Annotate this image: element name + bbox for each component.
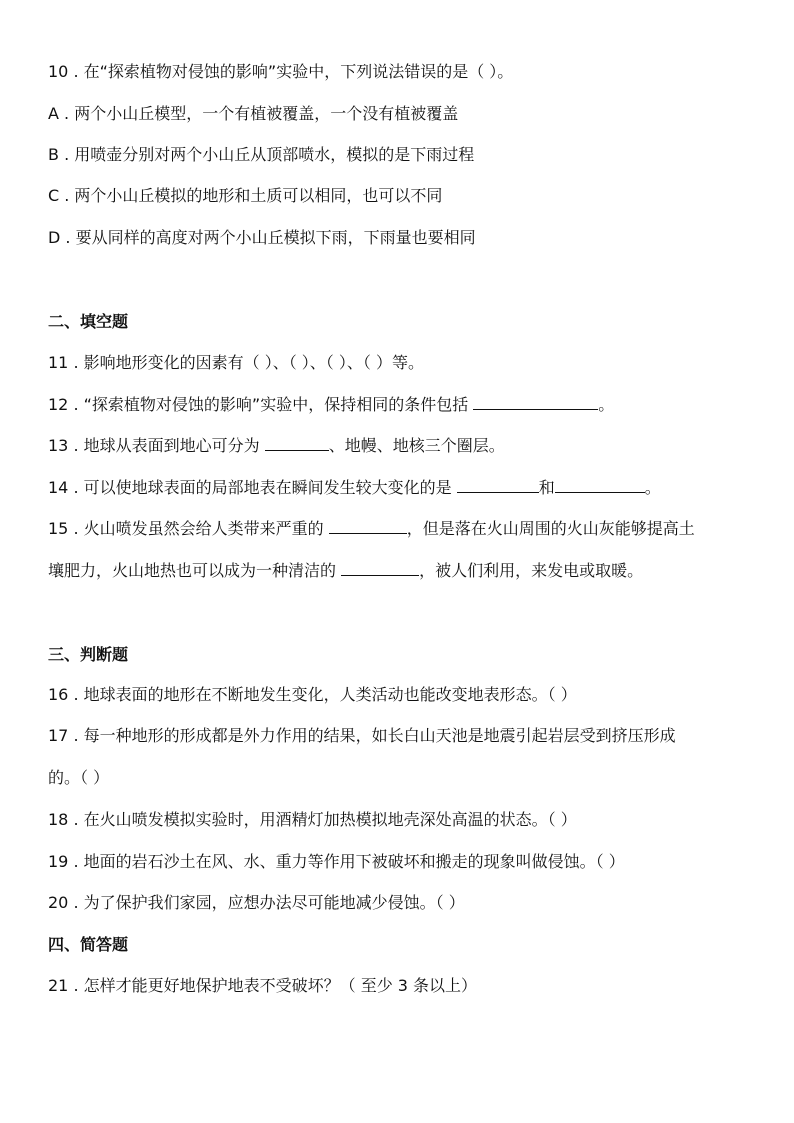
question-15-text: 15 . 火山喷发虽然会给人类带来严重的 bbox=[48, 519, 324, 538]
answer-blank[interactable] bbox=[457, 478, 539, 493]
question-17-line-1: 17 . 每一种地形的形成都是外力作用的结果，如长白山天池是地震引起岩层受到挤压形成 bbox=[48, 726, 676, 745]
question-13-text: 13 . 地球从表面到地心可分为 bbox=[48, 436, 260, 455]
question-11: 11 . 影响地形变化的因素有（ ）、（ ）、（ ）、（ ）等。 bbox=[48, 353, 424, 372]
question-12 bbox=[48, 395, 614, 415]
question-10-option-b: B . 用喷壶分别对两个小山丘从顶部喷水，模拟的是下雨过程 bbox=[48, 145, 475, 164]
question-10-option-c: C . 两个小山丘模拟的地形和土质可以相同，也可以不同 bbox=[48, 186, 443, 205]
answer-blank[interactable] bbox=[555, 478, 645, 493]
question-10-option-d: D . 要从同样的高度对两个小山丘模拟下雨，下雨量也要相同 bbox=[48, 228, 476, 247]
question-18: 18 . 在火山喷发模拟实验时，用酒精灯加热模拟地壳深处高温的状态。（ ） bbox=[48, 810, 577, 829]
question-21: 21 . 怎样才能更好地保护地表不受破坏？（ 至少 3 条以上） bbox=[48, 976, 478, 995]
question-14 bbox=[48, 478, 661, 498]
question-17-line-2: 的。（ ） bbox=[48, 768, 110, 787]
question-14-end: 。 bbox=[644, 478, 661, 497]
answer-blank[interactable] bbox=[341, 561, 419, 576]
question-13-end: 、地幔、地核三个圈层。 bbox=[328, 436, 505, 455]
question-16: 16 . 地球表面的地形在不断地发生变化，人类活动也能改变地表形态。（ ） bbox=[48, 685, 577, 704]
question-10-option-a: A . 两个小山丘模型，一个有植被覆盖，一个没有植被覆盖 bbox=[48, 104, 459, 123]
question-10-stem: 10 . 在“探索植物对侵蚀的影响”实验中，下列说法错误的是（ ）。 bbox=[48, 62, 514, 81]
question-13 bbox=[48, 436, 505, 456]
question-19: 19 . 地面的岩石沙土在风、水、重力等作用下被破坏和搬走的现象叫做侵蚀。（ ） bbox=[48, 852, 625, 871]
section-short-answer-title: 四、简答题 bbox=[48, 935, 129, 954]
question-12-text: 12 . “探索植物对侵蚀的影响”实验中，保持相同的条件包括 bbox=[48, 395, 469, 414]
question-15-text-3: 壤肥力，火山地热也可以成为一种清洁的 bbox=[48, 561, 337, 580]
question-15-line-1 bbox=[48, 519, 695, 539]
question-15-text-4: ，被人们利用，来发电或取暖。 bbox=[419, 561, 644, 580]
answer-blank[interactable] bbox=[329, 519, 407, 534]
question-12-end: 。 bbox=[598, 395, 615, 414]
question-15-line-2 bbox=[48, 561, 643, 581]
question-15-text-2: ，但是落在火山周围的火山灰能够提高土 bbox=[406, 519, 695, 538]
section-fill-blank-title: 二、填空题 bbox=[48, 312, 129, 331]
question-20: 20 . 为了保护我们家园，应想办法尽可能地减少侵蚀。（ ） bbox=[48, 893, 465, 912]
answer-blank[interactable] bbox=[473, 395, 598, 410]
question-14-and: 和 bbox=[538, 478, 555, 497]
answer-blank[interactable] bbox=[265, 436, 329, 451]
section-true-false-title: 三、判断题 bbox=[48, 645, 129, 664]
question-14-text: 14 . 可以使地球表面的局部地表在瞬间发生较大变化的是 bbox=[48, 478, 452, 497]
